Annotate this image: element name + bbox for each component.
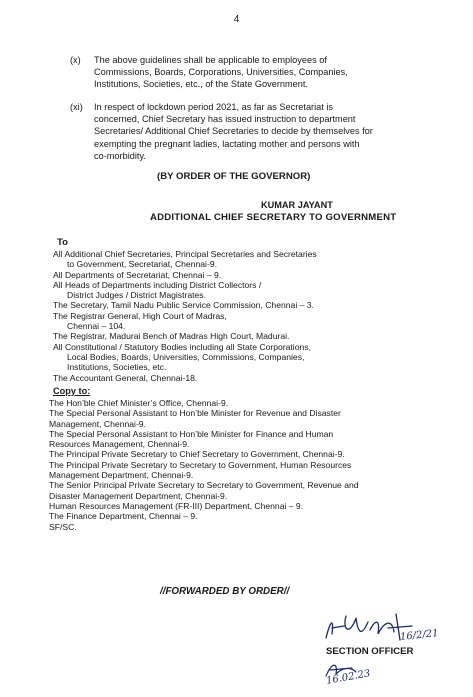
clause-x [70, 54, 440, 94]
clause-line: exempting the pregnant ladies, lactating mother and persons with [94, 138, 360, 149]
section-officer: SECTION OFFICER [326, 646, 414, 657]
copy-line: The Principal Private Secretary to Secretary to Government, Human Resources [49, 459, 352, 470]
copy-line: Management, Chennai-9. [49, 418, 146, 429]
copy-line: Resources Management, Chennai-9. [49, 439, 190, 450]
signatory-name: KUMAR JAYANT [261, 200, 333, 210]
to-recipients-list [53, 249, 443, 383]
handwritten-date-1: 16/2/21 [399, 628, 440, 643]
copy-line: The Finance Department, Chennai – 9. [49, 511, 198, 522]
copy-line: The Principal Private Secretary to Chief Secretary to Government, Chennai-9. [49, 449, 345, 460]
recipient-line: The Accountant General, Chennai-18. [53, 372, 198, 383]
clause-line: In respect of lockdown period 2021, as far as Secretariat is [94, 102, 334, 112]
clause-line: The above guidelines shall be applicable to employees of [94, 55, 327, 65]
recipient-line: All Departments of Secretariat, Chennai – 9. [53, 269, 222, 280]
recipient-line: The Secretary, Tamil Nadu Public Service Commission, Chennai – 3. [53, 300, 314, 311]
recipient-line: All Additional Chief Secretaries, Principal Secretaries and Secretaries [53, 249, 317, 259]
recipient-line: All Heads of Departments including District Collectors / [53, 279, 262, 290]
copy-line: SF/SC. [49, 521, 77, 532]
clause-line: Commissions, Boards, Corporations, Universities, Companies, [94, 67, 348, 78]
copy-line: Management Department, Chennai-9. [49, 470, 194, 481]
copy-line: The Senior Principal Private Secretary to Secretary to Government, Revenue and [49, 480, 359, 491]
clause-line: co-morbidity. [94, 150, 146, 161]
copy-to-heading: Copy to: [53, 386, 91, 396]
page-number: 4 [233, 14, 240, 25]
recipient-line: Local Bodies, Boards, Universities, Commissions, Companies, [67, 351, 305, 362]
clause-line: Institutions, Societies, etc., of the State Government. [94, 79, 308, 90]
clause-marker: (xi) [70, 102, 83, 112]
recipient-line: District Judges / District Magistrates. [67, 290, 206, 301]
to-heading: To [57, 237, 69, 248]
recipient-line: to Government, Secretariat, Chennai-9. [67, 259, 217, 270]
copy-line: Disaster Management Department, Chennai-9. [49, 490, 228, 501]
order-line: (BY ORDER OF THE GOVERNOR) [157, 171, 311, 182]
forwarded-line: //FORWARDED BY ORDER// [160, 586, 290, 597]
copy-line: The Special Personal Assistant to Hon’ble Minister for Revenue and Disaster [49, 408, 341, 419]
clause-xi [70, 101, 440, 165]
recipient-line: All Constitutional / Statutory Bodies including all State Corporations, [53, 341, 311, 352]
signatory-designation: ADDITIONAL CHIEF SECRETARY TO GOVERNMENT [150, 212, 397, 223]
handwritten-signature [322, 608, 442, 648]
copy-recipients-list [49, 398, 443, 532]
copy-line: Human Resources Management (FR-III) Department, Chennai – 9. [49, 500, 304, 511]
recipient-line: Chennai – 104. [67, 321, 126, 332]
clause-line: concerned, Chief Secretary has issued instruction to department [94, 114, 356, 125]
recipient-line: The Registrar, Madurai Bench of Madras High Court, Madurai. [53, 331, 290, 342]
copy-line: The Special Personal Assistant to Hon’ble Minister for Finance and Human [49, 428, 334, 439]
recipient-line: The Registrar General, High Court of Madras, [53, 310, 227, 321]
copy-line: The Hon’ble Chief Minister’s Office, Chennai-9. [49, 398, 229, 408]
clause-marker: (x) [70, 55, 81, 65]
handwritten-date-2: 16.02.23 [325, 668, 372, 687]
clause-line: Secretaries/ Additional Chief Secretaries to decide by themselves for [94, 126, 373, 137]
recipient-line: Institutions, Societies, etc. [67, 362, 167, 373]
